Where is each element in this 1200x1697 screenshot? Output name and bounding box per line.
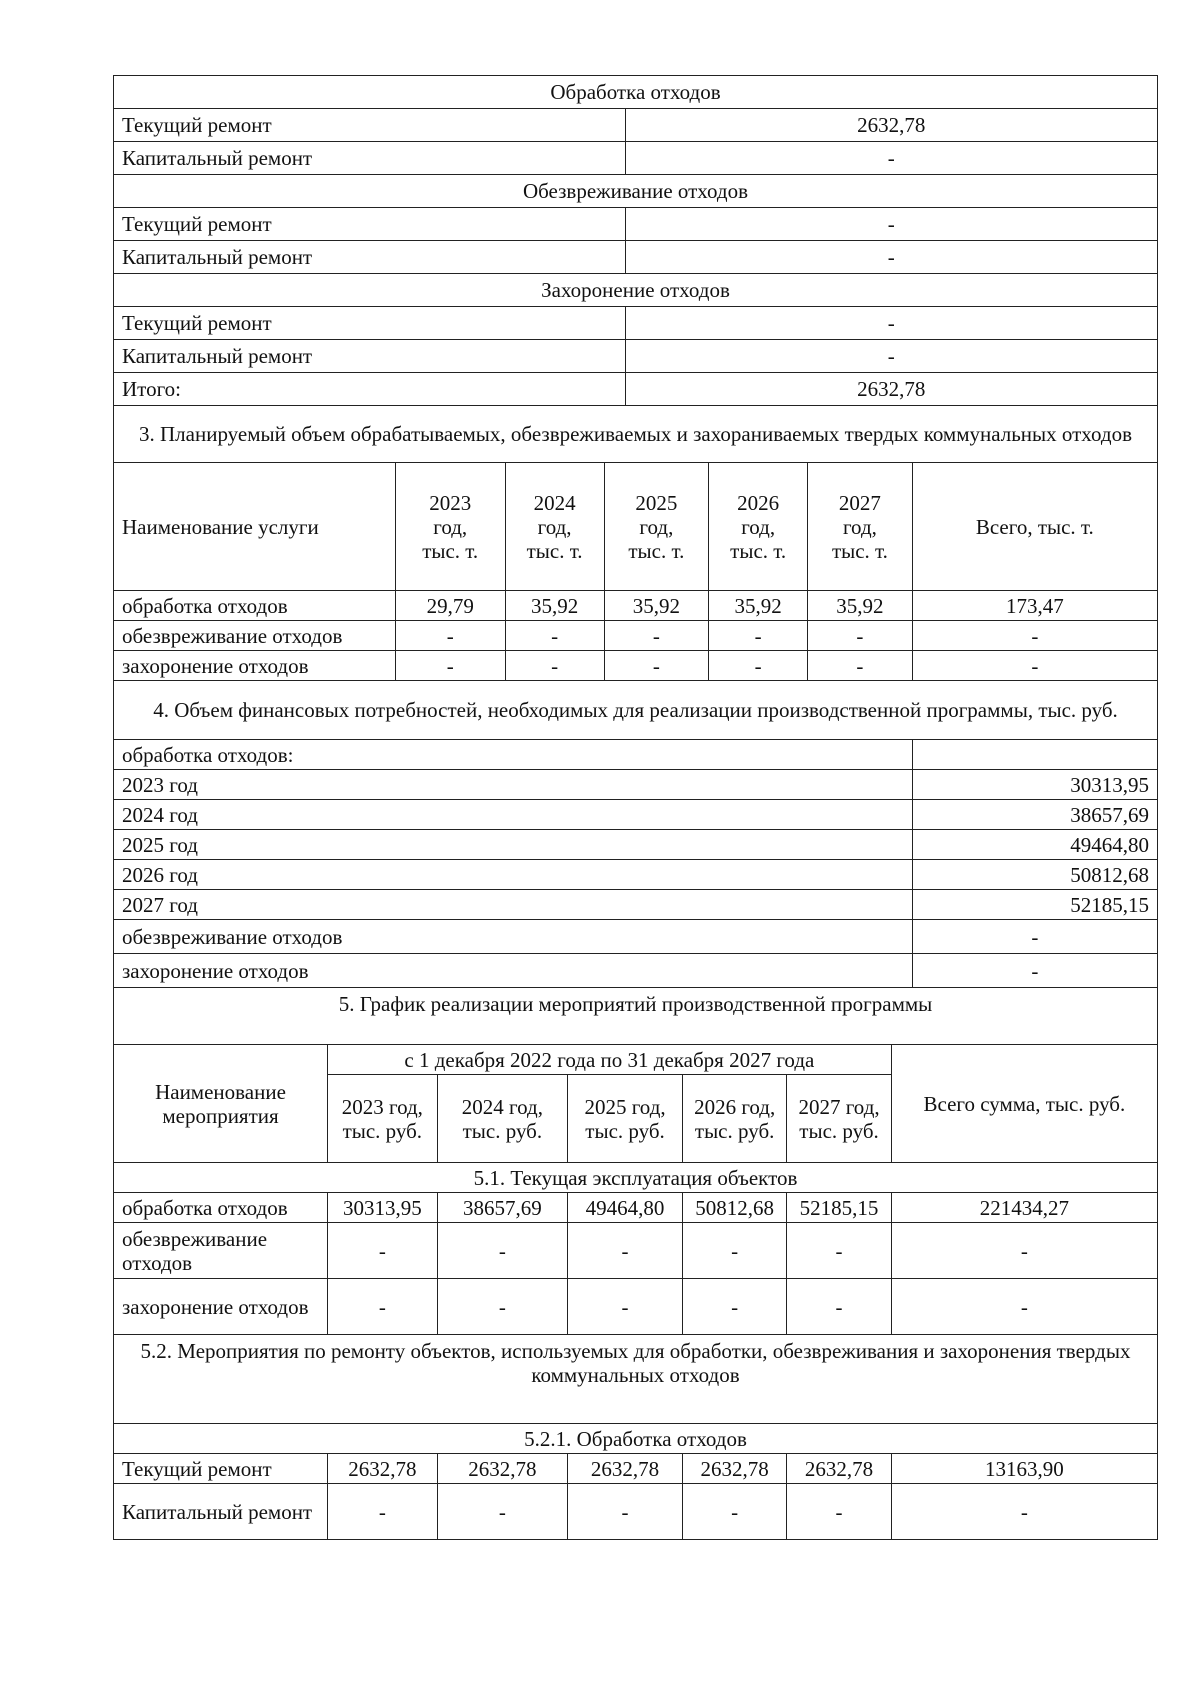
row-label: 2026 год [114,860,913,890]
col-name-header: Наименование мероприятия [114,1045,328,1163]
section-title: 4. Объем финансовых потребностей, необходимых для реализации производственной программы, тыс. руб. [114,681,1158,740]
cell-value: - [568,1279,683,1335]
row-label: 2023 год [114,770,913,800]
table-row [114,1279,1158,1335]
cell-value: 52185,15 [787,1193,891,1223]
cell-value: 29,79 [395,591,505,621]
table-row [114,920,1158,954]
financial-needs-table [113,680,1158,988]
row-value: - [912,920,1157,954]
total-value: 2632,78 [625,373,1157,406]
cell-value: 35,92 [604,591,708,621]
row-value: - [625,208,1157,241]
cell-total: 221434,27 [891,1193,1157,1223]
col-year-header: 2023 год, тыс. т. [395,463,505,591]
cell-value: 35,92 [709,591,808,621]
row-label: обезвреживание отходов [114,920,913,954]
table-row [114,1454,1158,1484]
table-row [114,591,1158,621]
cell-value: 35,92 [808,591,912,621]
cell-value: 50812,68 [682,1193,786,1223]
cell-value: - [682,1484,786,1540]
cell-value: 2632,78 [437,1454,568,1484]
row-label: обработка отходов [114,1193,328,1223]
cell-value: - [437,1484,568,1540]
cell-value: - [709,621,808,651]
row-label: 2024 год [114,800,913,830]
cell-value: 49464,80 [568,1193,683,1223]
table-header [114,463,1158,591]
cell-total: - [891,1484,1157,1540]
col-total-header: Всего сумма, тыс. руб. [891,1045,1157,1163]
cell-total: - [912,621,1157,651]
col-year-header: 2025 год, тыс. т. [604,463,708,591]
repair-cost-table [113,75,1158,406]
table-row [114,1223,1158,1279]
row-value [912,740,1157,770]
cell-total: 173,47 [912,591,1157,621]
row-label: Капитальный ремонт [114,241,626,274]
row-value: 2632,78 [625,109,1157,142]
table-row [114,109,1158,142]
total-row [114,373,1158,406]
col-year-header: 2025 год, тыс. руб. [568,1075,683,1163]
section-title: 5. График реализации мероприятий производственной программы [114,988,1158,1045]
row-value: - [912,954,1157,988]
col-year-header: 2027 год, тыс. т. [808,463,912,591]
cell-value: - [395,621,505,651]
group-title: Захоронение отходов [114,274,1158,307]
col-name-header: Наименование услуги [114,463,396,591]
cell-value: - [682,1279,786,1335]
cell-value: - [787,1484,891,1540]
cell-value: - [568,1223,683,1279]
table-row [114,651,1158,681]
table-row [114,340,1158,373]
cell-value: - [787,1279,891,1335]
cell-value: 2632,78 [682,1454,786,1484]
schedule-table [113,987,1158,1540]
cell-value: - [328,1484,438,1540]
row-label: обработка отходов: [114,740,913,770]
subsection-title: 5.2. Мероприятия по ремонту объектов, используемых для обработки, обезвреживания и захоронения твердых коммунальных отходов [114,1335,1158,1424]
col-year-header: 2026 год, тыс. руб. [682,1075,786,1163]
cell-total: - [912,651,1157,681]
planned-volume-table [113,405,1158,681]
cell-value: - [808,651,912,681]
row-label: 2025 год [114,830,913,860]
table-row [114,860,1158,890]
table-row [114,740,1158,770]
row-value: - [625,340,1157,373]
document-page [113,75,1158,1540]
row-label: 2027 год [114,890,913,920]
table-row [114,830,1158,860]
table-row [114,142,1158,175]
cell-value: 2632,78 [328,1454,438,1484]
col-year-header: 2026 год, тыс. т. [709,463,808,591]
cell-value: - [604,651,708,681]
cell-value: - [505,651,604,681]
period-header: с 1 декабря 2022 года по 31 декабря 2027 года [328,1045,892,1075]
col-year-header: 2027 год, тыс. руб. [787,1075,891,1163]
row-value: - [625,142,1157,175]
table-row [114,621,1158,651]
table-row [114,241,1158,274]
cell-value: 35,92 [505,591,604,621]
cell-value: - [328,1223,438,1279]
total-label: Итого: [114,373,626,406]
cell-value: - [328,1279,438,1335]
table-header [114,1045,1158,1075]
row-value: - [625,241,1157,274]
cell-value: - [682,1223,786,1279]
table-row [114,1193,1158,1223]
cell-value: - [709,651,808,681]
table-row [114,1484,1158,1540]
row-label: Текущий ремонт [114,307,626,340]
cell-value: - [568,1484,683,1540]
row-label: захоронение отходов [114,651,396,681]
table-row [114,800,1158,830]
group-title: Обезвреживание отходов [114,175,1158,208]
cell-value: 38657,69 [437,1193,568,1223]
row-label: обработка отходов [114,591,396,621]
row-value: 38657,69 [912,800,1157,830]
table-row [114,954,1158,988]
col-year-header: 2024 год, тыс. т. [505,463,604,591]
row-label: обезвреживание отходов [114,1223,328,1279]
row-label: Капитальный ремонт [114,142,626,175]
cell-value: 2632,78 [787,1454,891,1484]
row-label: Текущий ремонт [114,208,626,241]
row-value: - [625,307,1157,340]
row-label: Капитальный ремонт [114,1484,328,1540]
cell-value: - [505,621,604,651]
row-label: Капитальный ремонт [114,340,626,373]
cell-total: 13163,90 [891,1454,1157,1484]
cell-value: - [395,651,505,681]
row-label: Текущий ремонт [114,109,626,142]
row-value: 52185,15 [912,890,1157,920]
table-row [114,307,1158,340]
table-row [114,770,1158,800]
cell-value: - [604,621,708,651]
cell-value: 2632,78 [568,1454,683,1484]
row-label: захоронение отходов [114,954,913,988]
row-value: 49464,80 [912,830,1157,860]
row-label: захоронение отходов [114,1279,328,1335]
row-label: обезвреживание отходов [114,621,396,651]
cell-value: - [787,1223,891,1279]
col-year-header: 2023 год, тыс. руб. [328,1075,438,1163]
row-label: Текущий ремонт [114,1454,328,1484]
cell-value: - [437,1279,568,1335]
section-title: 3. Планируемый объем обрабатываемых, обезвреживаемых и захораниваемых твердых коммунальных отходов [114,406,1158,463]
row-value: 30313,95 [912,770,1157,800]
row-value: 50812,68 [912,860,1157,890]
cell-value: - [808,621,912,651]
table-row [114,208,1158,241]
col-year-header: 2024 год, тыс. руб. [437,1075,568,1163]
cell-total: - [891,1279,1157,1335]
group-title: Обработка отходов [114,76,1158,109]
col-total-header: Всего, тыс. т. [912,463,1157,591]
cell-value: - [437,1223,568,1279]
cell-value: 30313,95 [328,1193,438,1223]
table-row [114,890,1158,920]
subsection-title: 5.1. Текущая эксплуатация объектов [114,1163,1158,1193]
cell-total: - [891,1223,1157,1279]
subsection-title: 5.2.1. Обработка отходов [114,1424,1158,1454]
